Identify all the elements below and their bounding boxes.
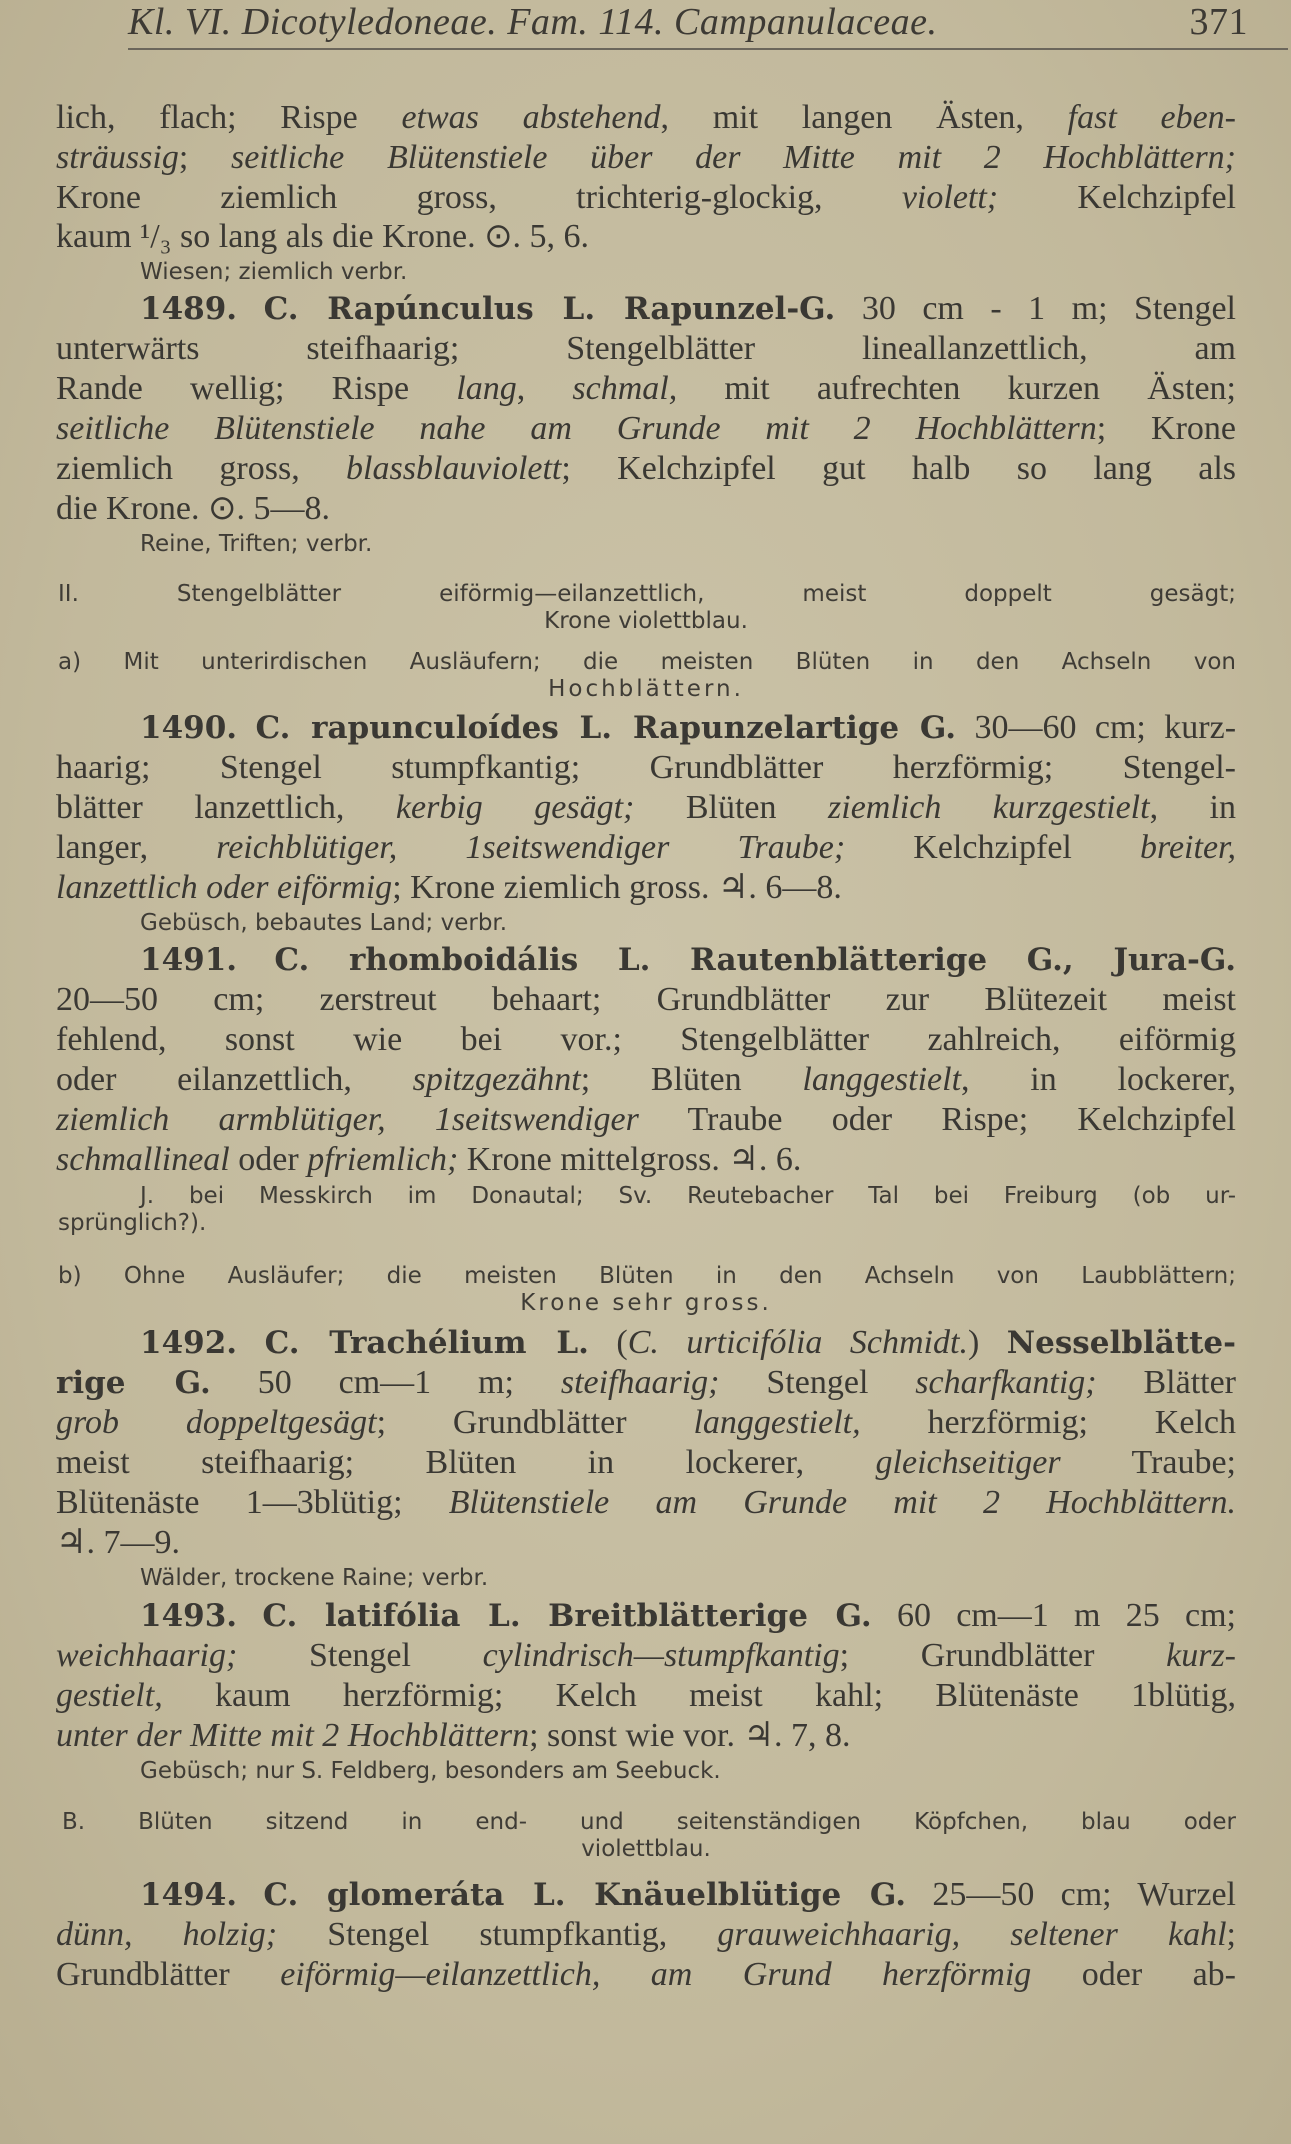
text-line: ziemlich armblütiger, 1seitswendiger Traube oder Rispe; Kelchzipfel [56,1101,1236,1138]
habitat-note-cont: sprünglich?). [58,1210,207,1236]
group-heading-II: II. Stengelblätter eiförmig—eilanzettlich, meist doppelt gesägt; [58,581,1236,607]
species-entry-1489: 1489. C. Rapúnculus L. Rapunzel-G. 30 cm - 1 m; Stengel [140,290,1236,327]
text-line: Grundblätter eiförmig—eilanzettlich, am Grund herzförmig oder ab- [56,1956,1237,1993]
text-line: dünn, holzig; Stengel stumpfkantig, grauweichhaarig, seltener kahl; [56,1916,1236,1953]
group-heading-IIa: a) Mit unterirdischen Ausläufern; die meisten Blüten in den Achseln von [58,649,1236,675]
text-line: weichhaarig; Stengel cylindrisch—stumpfkantig; Grundblätter kurz- [56,1637,1237,1674]
text-line: haarig; Stengel stumpfkantig; Grundblätter herzförmig; Stengel- [56,749,1236,786]
text-line: blätter lanzettlich, kerbig gesägt; Blüten ziemlich kurzgestielt, in [56,789,1236,826]
text-line: grob doppeltgesägt; Grundblätter langgestielt, herzförmig; Kelch [56,1404,1236,1441]
header-title: Kl. VI. Dicotyledoneae. Fam. 114. Campanulaceae. [128,1,938,43]
species-entry-1491: 1491. C. rhomboidális L. Rautenblätterige G., Jura-G. [140,942,1237,978]
text-line: lanzettlich oder eiförmig; Krone ziemlich gross. ♃. 6—8. [56,869,842,906]
text-line: rige G. 50 cm—1 m; steifhaarig; Stengel scharfkantig; Blätter [56,1364,1237,1401]
group-heading-IIa-cont: Hochblättern. [548,676,744,702]
species-entry-1493: 1493. C. latifólia L. Breitblätterige G. 60 cm—1 m 25 cm; [140,1597,1237,1634]
text-line: gestielt, kaum herzförmig; Kelch meist kahl; Blütenäste 1blütig, [56,1677,1236,1714]
text-line: seitliche Blütenstiele nahe am Grunde mit 2 Hochblättern; Krone [56,410,1236,447]
habitat-note: J. bei Messkirch im Donautal; Sv. Reutebacher Tal bei Freiburg (ob ur- [140,1183,1236,1209]
text-line: ziemlich gross, blassblauviolett; Kelchzipfel gut halb so lang als [56,450,1237,487]
text-line: unterwärts steifhaarig; Stengelblätter lineallanzettlich, am [56,330,1236,367]
habitat-note: Gebüsch, bebautes Land; verbr. [140,910,508,936]
text-line: Krone ziemlich gross, trichterig-glockig, violett; Kelchzipfel [56,179,1236,216]
habitat-note: Wälder, trockene Raine; verbr. [140,1565,489,1591]
habitat-note: Wiesen; ziemlich verbr. [140,259,408,285]
text-line: Blütenäste 1—3blütig; Blütenstiele am Grunde mit 2 Hochblättern. [56,1484,1236,1521]
text-line: meist steifhaarig; Blüten in lockerer, gleichseitiger Traube; [56,1444,1236,1481]
text-line: lich, flach; Rispe etwas abstehend, mit langen Ästen, fast eben- [56,99,1236,136]
species-entry-1490: 1490. C. rapunculoídes L. Rapunzelartige G. 30—60 cm; kurz- [140,709,1237,746]
text-line: schmallineal oder pfriemlich; Krone mittelgross. ♃. 6. [56,1141,802,1178]
group-heading-IIb-cont: Krone sehr gross. [520,1290,772,1316]
text-line: 20—50 cm; zerstreut behaart; Grundblätter zur Blütezeit meist [56,981,1236,1018]
text-line: kaum ¹/₃ so lang als die Krone. ⊙. 5, 6. [56,218,590,255]
species-entry-1494: 1494. C. glomeráta L. Knäuelblütige G. 25—50 cm; Wurzel [140,1876,1236,1913]
text-line: Rande wellig; Rispe lang, schmal, mit aufrechten kurzen Ästen; [56,370,1236,407]
running-header [128,0,1248,46]
text-line: die Krone. ⊙. 5—8. [56,490,330,527]
group-heading-IIb: b) Ohne Ausläufer; die meisten Blüten in den Achseln von Laubblättern; [58,1263,1236,1289]
text-line: ♃. 7—9. [56,1524,180,1561]
header-rule [128,48,1288,50]
group-heading-II-cont: Krone violettblau. [544,608,748,634]
habitat-note: Gebüsch; nur S. Feldberg, besonders am Seebuck. [140,1758,721,1784]
text-line: sträussig; seitliche Blütenstiele über der Mitte mit 2 Hochblättern; [56,139,1237,176]
text-line: langer, reichblütiger, 1seitswendiger Traube; Kelchzipfel breiter, [56,829,1237,866]
text-line: oder eilanzettlich, spitzgezähnt; Blüten langgestielt, in lockerer, [56,1061,1237,1098]
text-line: fehlend, sonst wie bei vor.; Stengelblätter zahlreich, eiförmig [56,1021,1236,1058]
page-number: 371 [1189,1,1248,43]
habitat-note: Reine, Triften; verbr. [140,531,373,557]
text-line: unter der Mitte mit 2 Hochblättern; sonst wie vor. ♃. 7, 8. [56,1717,851,1754]
group-heading-B: B. Blüten sitzend in end- und seitenständigen Köpfchen, blau oder [62,1809,1236,1835]
species-entry-1492: 1492. C. Trachélium L. (C. urticifólia Schmidt.) Nesselblätte- [140,1324,1237,1361]
group-heading-B-cont: violettblau. [581,1836,711,1862]
